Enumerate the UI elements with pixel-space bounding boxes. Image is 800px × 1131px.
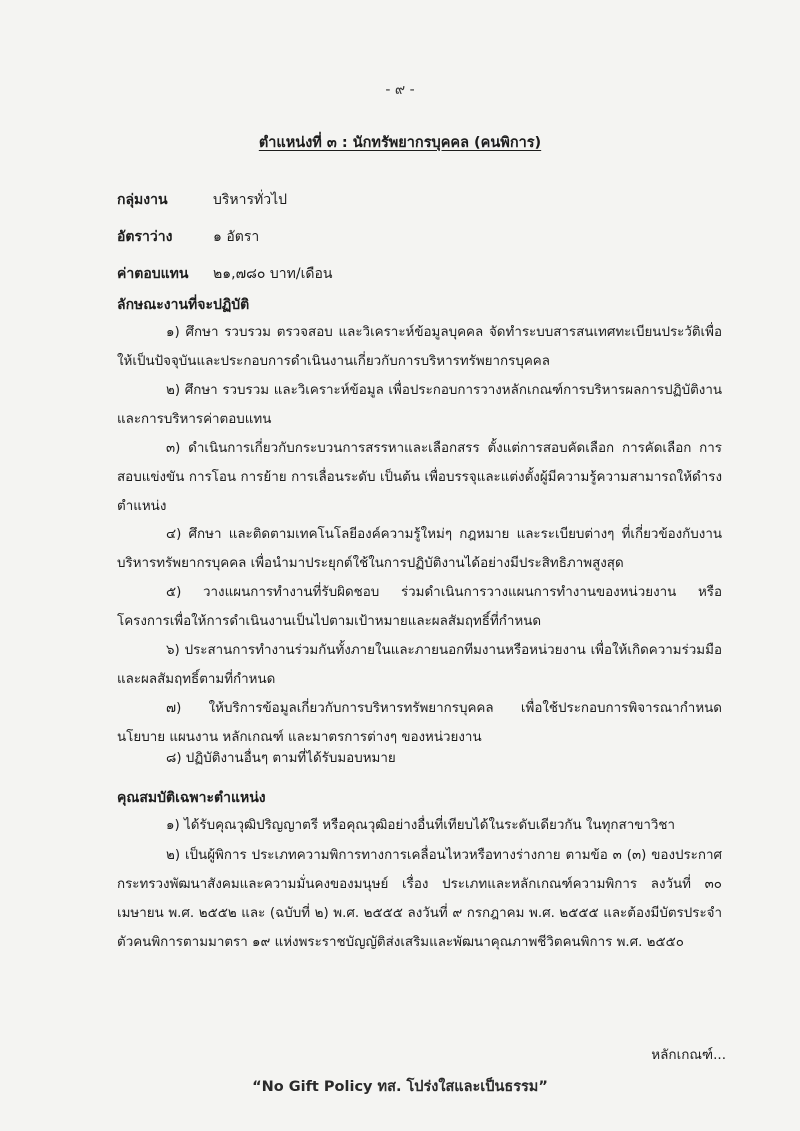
qualifications-heading: คุณสมบัติเฉพาะตำแหน่ง <box>117 790 266 806</box>
position-title <box>0 131 800 154</box>
duty-item: ๒) ศึกษา รวบรวม และวิเคราะห์ข้อมูล เพื่อประกอบการวางหลักเกณฑ์การบริหารผลการปฏิบัติงานและการบริหารค่าตอบแทน <box>117 383 722 427</box>
qualification-item: ๑) ได้รับคุณวุฒิปริญญาตรี หรือคุณวุฒิอย่างอื่นที่เทียบได้ในระดับเดียวกัน ในทุกสาขาวิชา <box>166 818 676 833</box>
duty-item: ๘) ปฏิบัติงานอื่นๆ ตามที่ได้รับมอบหมาย <box>166 751 396 766</box>
qualification-item: ๒) เป็นผู้พิการ ประเภทความพิการทางการเคลื่อนไหวหรือทางร่างกาย ตามข้อ ๓ (๓) ของประกาศกระทรวงพัฒนาสังคมและความมั่นคงของมนุษย์ เรื่อง ประเภทและหลักเกณฑ์ความพิการ ลงวันที่ ๓๐ เมษายน พ.ศ. ๒๕๕๒ และ (ฉบับที่ ๒) พ.ศ. ๒๕๕๕ ลงวันที่ ๙ กรกฎาคม พ.ศ. ๒๕๕๕ และต้องมีบัตรประจำตัวคนพิการตามมาตรา ๑๙ แห่งพระราชบัญญัติส่งเสริมและพัฒนาคุณภาพชีวิตคนพิการ พ.ศ. ๒๕๕๐ <box>117 848 722 950</box>
continuation-text: หลักเกณฑ์... <box>651 1047 726 1063</box>
field-salary <box>117 263 332 285</box>
footer-slogan: “No Gift Policy ทส. โปร่งใสและเป็นธรรม” <box>252 1079 548 1095</box>
duty-item: ๖) ประสานการทำงานร่วมกันทั้งภายในและภายนอกทีมงานหรือหน่วยงาน เพื่อให้เกิดความร่วมมือและผลสัมฤทธิ์ตามที่กำหนด <box>117 643 722 687</box>
duties-heading: ลักษณะงานที่จะปฏิบัติ <box>117 297 250 313</box>
field-label: อัตราว่าง <box>117 229 173 245</box>
position-title-text: ตำแหน่งที่ ๓ : นักทรัพยากรบุคคล (คนพิการ) <box>258 135 542 151</box>
duty-item: ๔) ศึกษา และติดตามเทคโนโลยีองค์ความรู้ใหม่ๆ กฎหมาย และระเบียบต่างๆ ที่เกี่ยวข้องกับงานบริหารทรัพยากรบุคคล เพื่อนำมาประยุกต์ใช้ในการปฏิบัติงานได้อย่างมีประสิทธิภาพสูงสุด <box>117 527 722 571</box>
duty-item: ๑) ศึกษา รวบรวม ตรวจสอบ และวิเคราะห์ข้อมูลบุคคล จัดทำระบบสารสนเทศทะเบียนประวัติเพื่อให้เป็นปัจจุบันและประกอบการดำเนินงานเกี่ยวกับการบริหารทรัพยากรบุคคล <box>117 325 722 369</box>
page-number: - ๙ - <box>385 82 415 98</box>
duty-item: ๓) ดำเนินการเกี่ยวกับกระบวนการสรรหาและเลือกสรร ตั้งแต่การสอบคัดเลือก การคัดเลือก การสอบแข่งขัน การโอน การย้าย การเลื่อนระดับ เป็นต้น เพื่อบรรจุและแต่งตั้งผู้มีความรู้ความสามารถให้ดำรงตำแหน่ง <box>117 441 722 514</box>
field-label: ค่าตอบแทน <box>117 266 189 282</box>
duty-item: ๗) ให้บริการข้อมูลเกี่ยวกับการบริหารทรัพยากรบุคคล เพื่อใช้ประกอบการพิจารณากำหนดนโยบาย แผนงาน หลักเกณฑ์ และมาตรการต่างๆ ของหน่วยงาน <box>117 701 722 745</box>
field-vacancy <box>117 226 259 248</box>
field-value: ๑ อัตรา <box>213 229 260 245</box>
field-value: ๒๑,๗๘๐ บาท/เดือน <box>213 266 333 282</box>
field-label: กลุ่มงาน <box>117 192 168 208</box>
duty-item: ๕) วางแผนการทำงานที่รับผิดชอบ ร่วมดำเนินการวางแผนการทำงานของหน่วยงาน หรือโครงการเพื่อให้การดำเนินงานเป็นไปตามเป้าหมายและผลสัมฤทธิ์ที่กำหนด <box>117 585 722 629</box>
field-value: บริหารทั่วไป <box>213 192 288 208</box>
field-work-group <box>117 189 287 211</box>
